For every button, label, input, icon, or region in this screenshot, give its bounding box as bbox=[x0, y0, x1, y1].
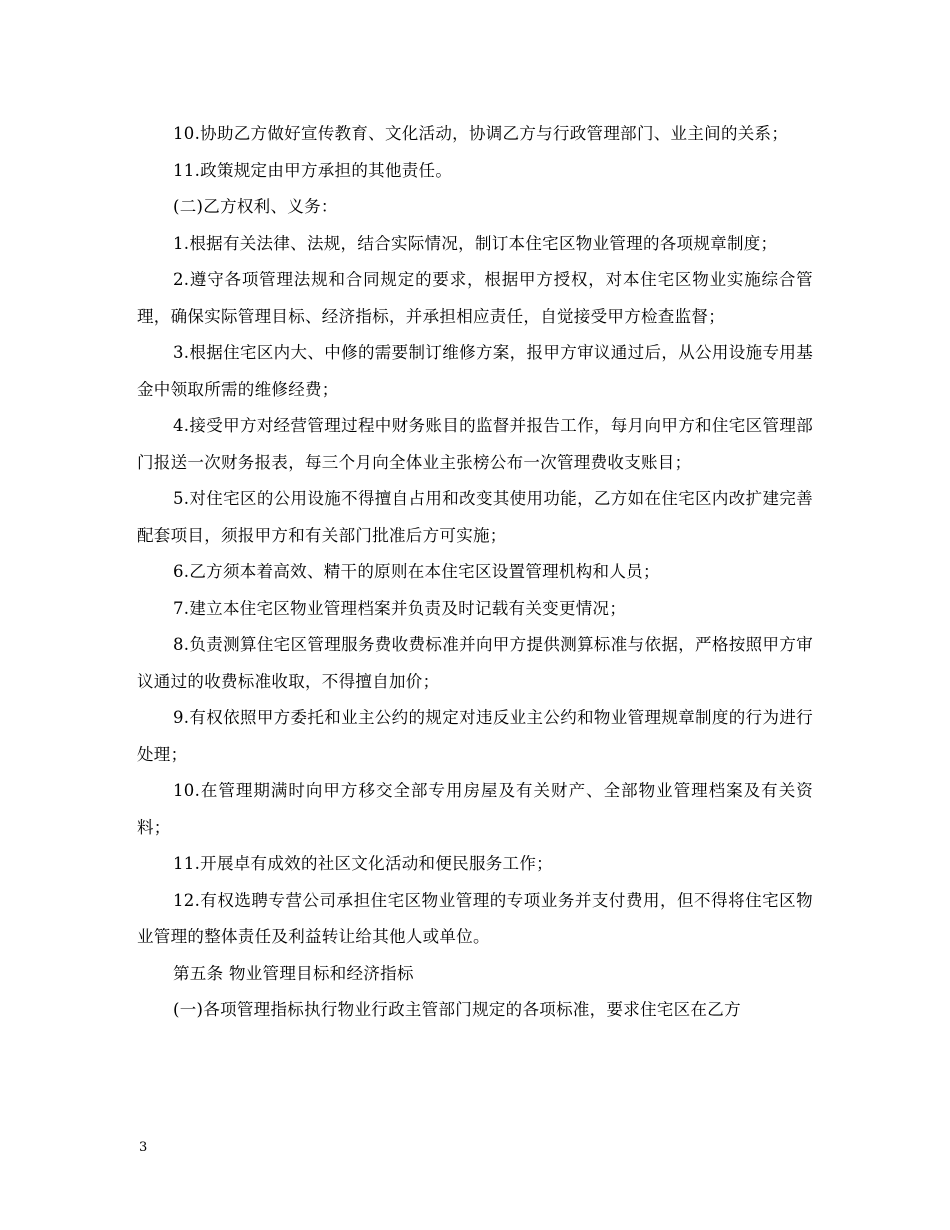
paragraph-item-3: 3.根据住宅区内大、中修的需要制订维修方案，报甲方审议通过后，从公用设施专用基金中领取所需的维修经费； bbox=[137, 343, 813, 399]
paragraph-item-1: 1.根据有关法律、法规，结合实际情况，制订本住宅区物业管理的各项规章制度； bbox=[173, 233, 778, 253]
paragraph-item-5: 5.对住宅区的公用设施不得擅自占用和改变其使用功能，乙方如在住宅区内改扩建完善配套项目，须报甲方和有关部门批准后方可实施； bbox=[137, 489, 813, 545]
paragraph-item-9: 9.有权依照甲方委托和业主公约的规定对违反业主公约和物业管理规章制度的行为进行处理； bbox=[137, 708, 813, 764]
article-five-heading: 第五条 物业管理目标和经济指标 bbox=[173, 963, 414, 983]
paragraph-item-6: 6.乙方须本着高效、精干的原则在本住宅区设置管理机构和人员； bbox=[173, 562, 660, 581]
paragraph-item-4: 4.接受甲方对经营管理过程中财务账目的监督并报告工作，每月向甲方和住宅区管理部门报送一次财务报表，每三个月向全体业主张榜公布一次管理费收支账目； bbox=[137, 416, 813, 472]
paragraph-item-10-party-a: 10.协助乙方做好宣传教育、文化活动，协调乙方与行政管理部门、业主间的关系； bbox=[173, 124, 789, 143]
paragraph-item-8: 8.负责测算住宅区管理服务费收费标准并向甲方提供测算标准与依据，严格按照甲方审议通过的收费标准收取，不得擅自加价； bbox=[137, 635, 813, 691]
paragraph-item-10: 10.在管理期满时向甲方移交全部专用房屋及有关财产、全部物业管理档案及有关资料； bbox=[137, 781, 813, 837]
paragraph-item-12: 12.有权选聘专营公司承担住宅区物业管理的专项业务并支付费用，但不得将住宅区物业管理的整体责任及利益转让给其他人或单位。 bbox=[137, 890, 813, 946]
paragraph-item-2: 2.遵守各项管理法规和合同规定的要求，根据甲方授权，对本住宅区物业实施综合管理，确保实际管理目标、经济指标，并承担相应责任，自觉接受甲方检查监督； bbox=[137, 270, 813, 326]
paragraph-management-targets: (一)各项管理指标执行物业行政主管部门规定的各项标准，要求住宅区在乙方 bbox=[173, 1000, 741, 1019]
page-number: 3 bbox=[139, 1140, 148, 1155]
paragraph-item-11-party-a: 11.政策规定由甲方承担的其他责任。 bbox=[173, 160, 453, 180]
section-heading-party-b: (二)乙方权利、义务： bbox=[173, 197, 338, 216]
paragraph-item-11: 11.开展卓有成效的社区文化活动和便民服务工作； bbox=[173, 854, 553, 873]
document-body bbox=[137, 116, 813, 1029]
paragraph-item-7: 7.建立本住宅区物业管理档案并负责及时记载有关变更情况； bbox=[173, 598, 627, 618]
